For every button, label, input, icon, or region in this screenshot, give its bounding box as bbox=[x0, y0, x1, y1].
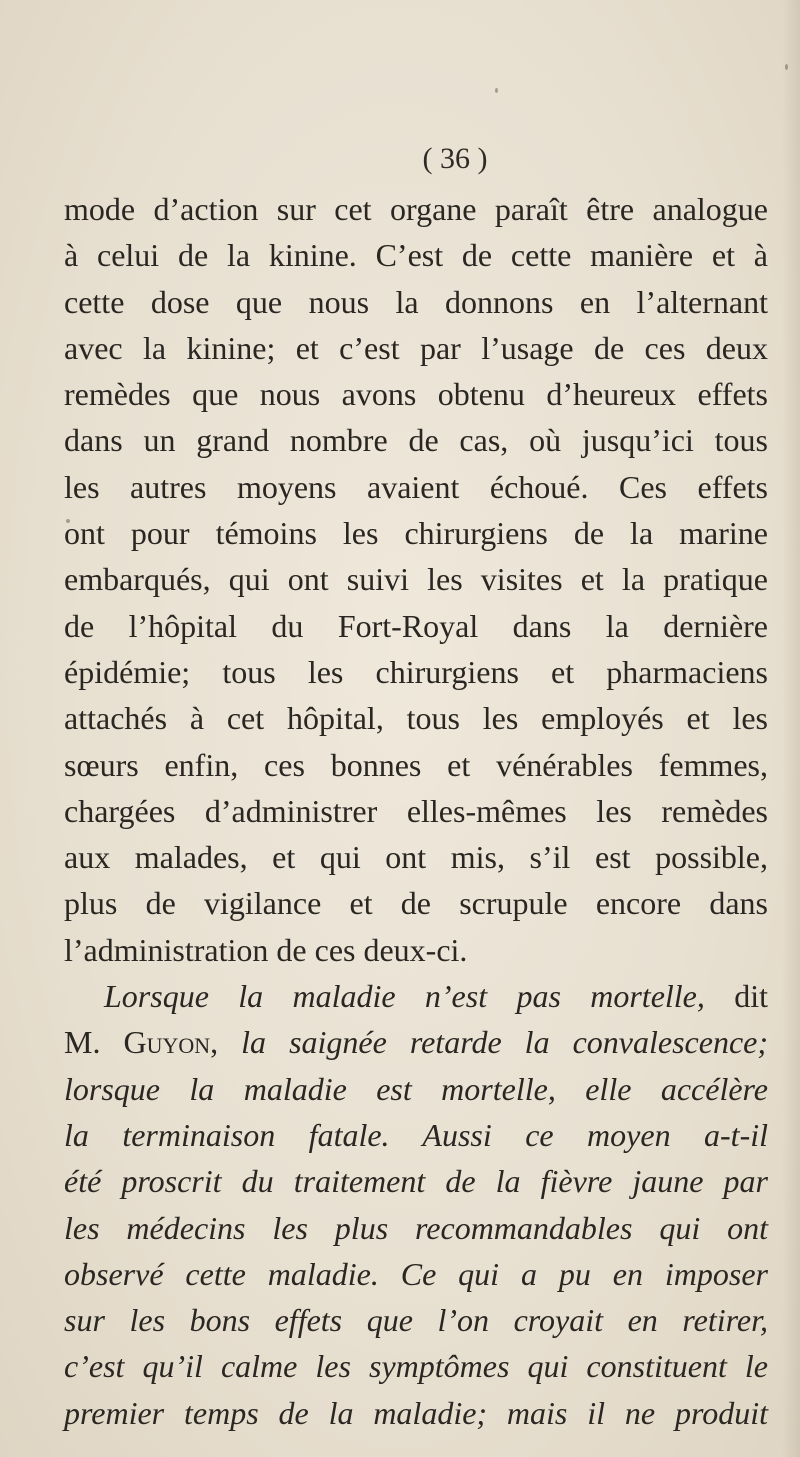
text-line: l’administration de ces deux-ci. bbox=[64, 931, 468, 968]
paper-speck bbox=[495, 88, 498, 93]
text-line: c’est qu’il calme les symptômes qui constituent le bbox=[64, 1348, 768, 1385]
text-line: lorsque la maladie est mortelle, elle accélère bbox=[64, 1070, 768, 1107]
text-line: aux malades, et qui ont mis, s’il est possible, bbox=[64, 839, 768, 876]
paragraph bbox=[64, 973, 768, 1436]
text-line: ont pour témoins les chirurgiens de la marine bbox=[64, 515, 768, 552]
text-line: les médecins les plus recommandables qui ont bbox=[64, 1209, 768, 1246]
text-line bbox=[64, 1019, 768, 1065]
text-line: sur les bons effets que l’on croyait en retirer, bbox=[64, 1302, 768, 1339]
text-line: observé cette maladie. Ce qui a pu en imposer bbox=[64, 1255, 768, 1292]
text-line: embarqués, qui ont suivi les visites et la pratique bbox=[64, 561, 768, 598]
text-line: avec la kinine; et c’est par l’usage de ces deux bbox=[64, 329, 768, 366]
text-line: remèdes que nous avons obtenu d’heureux effets bbox=[64, 376, 768, 413]
text-line: plus de vigilance et de scrupule encore dans bbox=[64, 885, 768, 922]
text-line: épidémie; tous les chirurgiens et pharmaciens bbox=[64, 653, 768, 690]
text-line: attachés à cet hôpital, tous les employés et les bbox=[64, 700, 768, 737]
author-name: Guyon bbox=[123, 1024, 211, 1061]
italic-quote: Lorsque la maladie n’est pas mortelle, bbox=[104, 978, 705, 1015]
body-text bbox=[64, 186, 768, 1436]
punctuation: , bbox=[210, 1024, 242, 1061]
text-line: chargées d’administrer elles-mêmes les remèdes bbox=[64, 792, 768, 829]
text-line: premier temps de la maladie; mais il ne produit bbox=[64, 1394, 768, 1431]
page-number: ( 36 ) bbox=[422, 142, 488, 175]
author-title: M. bbox=[64, 1024, 124, 1061]
text-line: dans un grand nombre de cas, où jusqu’ici tous bbox=[64, 422, 768, 459]
text-line: cette dose que nous la donnons en l’alternant bbox=[64, 283, 768, 320]
paragraph bbox=[64, 186, 768, 973]
paper-speck bbox=[785, 64, 788, 70]
text-line: à celui de la kinine. C’est de cette manière et à bbox=[64, 237, 768, 274]
text-line: mode d’action sur cet organe paraît être analogue bbox=[64, 191, 768, 227]
attribution-text: dit bbox=[704, 978, 769, 1015]
text-line: sœurs enfin, ces bonnes et vénérables femmes, bbox=[64, 746, 768, 783]
text-line: la terminaison fatale. Aussi ce moyen a-t-il bbox=[64, 1116, 768, 1153]
text-line: les autres moyens avaient échoué. Ces effets bbox=[64, 468, 768, 505]
text-line bbox=[64, 973, 768, 1019]
page-edge-shadow bbox=[782, 0, 800, 1457]
text-line: de l’hôpital du Fort-Royal dans la dernière bbox=[64, 607, 768, 644]
text-line: été proscrit du traitement de la fièvre jaune par bbox=[64, 1163, 768, 1200]
italic-quote: la saignée retarde la convalescence; bbox=[241, 1024, 768, 1061]
